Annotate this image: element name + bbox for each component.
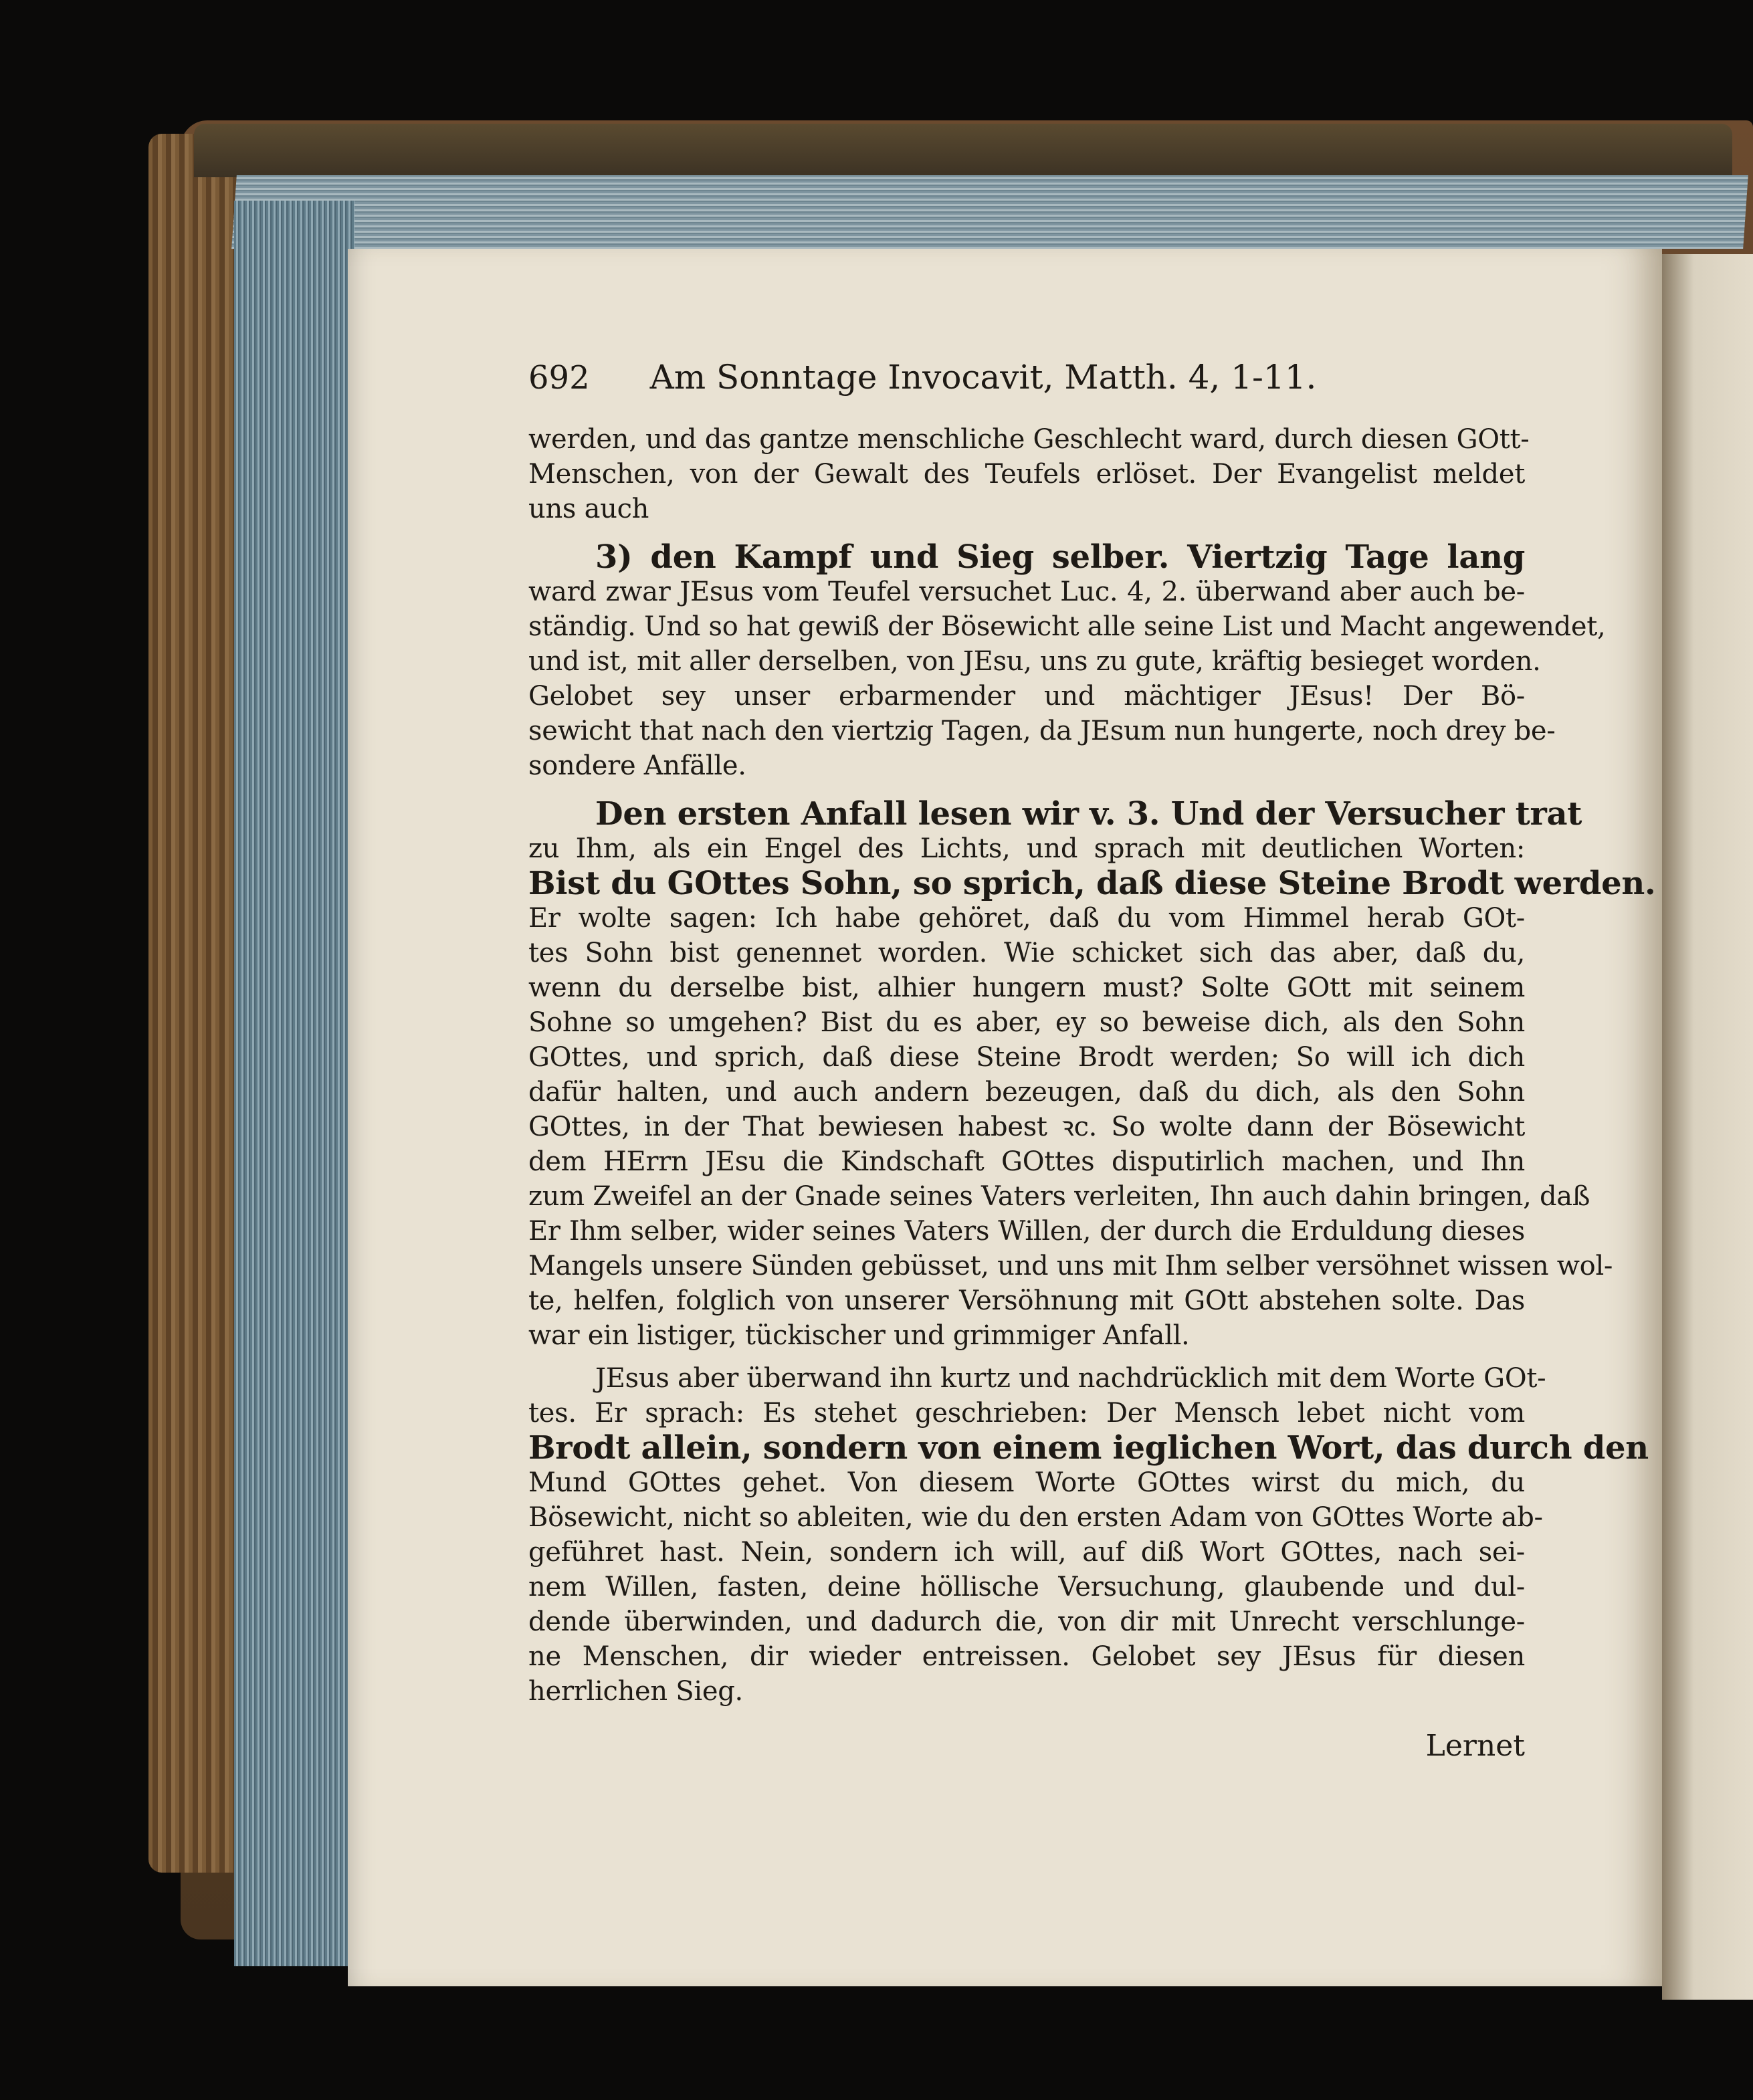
text-line: Menschen, von der Gewalt des Teufels erlöset. Der Evangelist meldet	[528, 459, 1525, 490]
text-line: dende überwinden, und dadurch die, von dir mit Unrecht verschlunge-	[528, 1606, 1525, 1637]
text-line: Brodt allein, sondern von einem ieglichen Wort, das durch den	[528, 1429, 1649, 1467]
text-line: wenn du derselbe bist, alhier hungern must? Solte GOtt mit seinem	[528, 972, 1525, 1003]
text-line: Bist du GOttes Sohn, so sprich, daß diese Steine Brodt werden.	[528, 865, 1656, 902]
text-line: Er wolte sagen: Ich habe gehöret, daß du vom Himmel herab GOt-	[528, 903, 1525, 934]
text-line: te, helfen, folglich von unserer Versöhnung mit GOtt abstehen solte. Das	[528, 1285, 1525, 1316]
text-line: ständig. Und so hat gewiß der Bösewicht alle seine List und Macht angewendet,	[528, 611, 1606, 642]
running-header	[528, 358, 1525, 422]
text-line: JEsus aber überwand ihn kurtz und nachdrücklich mit dem Worte GOt-	[595, 1363, 1546, 1394]
text-line: tes Sohn bist genennet worden. Wie schicket sich das aber, daß du,	[528, 938, 1525, 968]
page-number: 692	[528, 359, 590, 397]
text-line: werden, und das gantze menschliche Geschlecht ward, durch diesen GOtt-	[528, 424, 1530, 455]
text-line: Sohne so umgehen? Bist du es aber, ey so beweise dich, als den Sohn	[528, 1007, 1525, 1038]
text-line: und ist, mit aller derselben, von JEsu, uns zu gute, kräftig besieget worden.	[528, 646, 1541, 677]
text-line: geführet hast. Nein, sondern ich will, auf diß Wort GOttes, nach sei-	[528, 1537, 1525, 1568]
text-line: uns auch	[528, 494, 649, 524]
page-edges-top	[231, 175, 1748, 249]
text-line: GOttes, und sprich, daß diese Steine Brodt werden; So will ich dich	[528, 1042, 1525, 1073]
text-line: sewicht that nach den viertzig Tagen, da JEsum nun hungerte, noch drey be-	[528, 716, 1556, 746]
text-line: ne Menschen, dir wieder entreissen. Gelobet sey JEsus für diesen	[528, 1641, 1525, 1672]
text-line: GOttes, in der That bewiesen habest ꝛc. So wolte dann der Bösewicht	[528, 1112, 1525, 1142]
text-line: dem HErrn JEsu die Kindschaft GOttes disputirlich machen, und Ihn	[528, 1146, 1525, 1177]
text-line: war ein listiger, tückischer und grimmiger Anfall.	[528, 1320, 1190, 1351]
book-top-board	[194, 124, 1732, 177]
section-heading-line: 3) den Kampf und Sieg selber. Viertzig Tage lang	[595, 538, 1525, 576]
text-line: Bösewicht, nicht so ableiten, wie du den ersten Adam von GOttes Worte ab-	[528, 1502, 1543, 1533]
text-line: sondere Anfälle.	[528, 750, 746, 781]
text-line: Gelobet sey unser erbarmender und mächtiger JEsus! Der Bö-	[528, 681, 1525, 712]
text-line: tes. Er sprach: Es stehet geschrieben: Der Mensch lebet nicht vom	[528, 1398, 1525, 1429]
text-line: Mangels unsere Sünden gebüsset, und uns mit Ihm selber versöhnet wissen wol-	[528, 1251, 1613, 1281]
text-line: ward zwar JEsus vom Teufel versuchet Luc. 4, 2. überwand aber auch be-	[528, 576, 1525, 607]
page-edges-side	[234, 201, 354, 1966]
running-head-title: Am Sonntage Invocavit, Matth. 4, 1-11.	[649, 358, 1317, 397]
text-line: nem Willen, fasten, deine höllische Versuchung, glaubende und dul-	[528, 1572, 1525, 1602]
text-line: herrlichen Sieg.	[528, 1676, 743, 1707]
text-line: Er Ihm selber, wider seines Vaters Willen, der durch die Erduldung dieses	[528, 1216, 1525, 1247]
text-line: Mund GOttes gehet. Von diesem Worte GOttes wirst du mich, du	[528, 1467, 1525, 1498]
catchword: Lernet	[1425, 1729, 1525, 1763]
paragraph-heading-line: Den ersten Anfall lesen wir v. 3. Und der Versucher trat	[595, 795, 1582, 833]
text-line: zu Ihm, als ein Engel des Lichts, und sprach mit deutlichen Worten:	[528, 833, 1525, 864]
text-line: zum Zweifel an der Gnade seines Vaters verleiten, Ihn auch dahin bringen, daß	[528, 1181, 1590, 1212]
page-text	[528, 358, 1656, 1763]
text-line: dafür halten, und auch andern bezeugen, daß du dich, als den Sohn	[528, 1077, 1525, 1108]
facing-page	[1662, 254, 1753, 2000]
